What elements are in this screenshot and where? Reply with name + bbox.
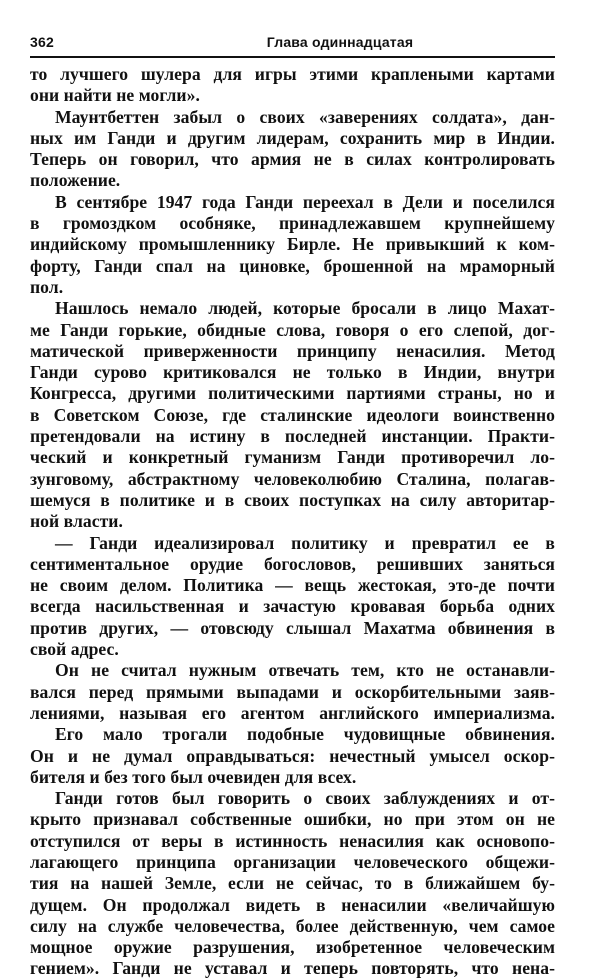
body-text — [30, 64, 555, 980]
text-line: свой адрес. — [30, 639, 119, 660]
text-line: отступился от веры в истинность ненасилия как основопо- — [30, 830, 555, 851]
text-line: не своим делом. Политика — вещь жестокая, это-де почти — [30, 575, 555, 596]
text-line: ных им Ганди и другим лидерам, сохранить мир в Индии. — [30, 127, 555, 148]
text-line: претендовали на истину в последней инстанции. Практи- — [30, 426, 555, 447]
text-line: пол. — [30, 276, 64, 297]
text-line: гением». Ганди не уставал и теперь повторять, что нена- — [30, 958, 555, 979]
text-line: Ганди сурово критиковался не только в Индии, внутри — [30, 362, 555, 383]
text-line: крыто признавал собственные ошибки, но при этом он не — [30, 809, 555, 830]
text-line: тия на нашей Земле, если не сейчас, то в ближайшем бу- — [30, 873, 555, 894]
text-line: зунговому, абстрактному человеколюбию Сталина, полагав- — [30, 468, 555, 489]
page-number: 362 — [30, 34, 54, 50]
text-line: то лучшего шулера для игры этими краплеными картами — [30, 64, 555, 84]
text-line: дущем. Он продолжал видеть в ненасилии «величайшую — [30, 894, 555, 915]
text-line: Теперь он говорил, что армия не в силах контролировать — [30, 149, 555, 170]
text-line: против других, — отовсюду слышал Махатма обвинения в — [30, 617, 555, 638]
text-line: ной власти. — [30, 511, 123, 532]
chapter-title: Глава одиннадцатая — [266, 34, 414, 50]
text-line: положение. — [30, 170, 121, 191]
text-line: Ганди готов был говорить о своих заблуждениях и от- — [55, 788, 555, 809]
text-line: Нашлось немало людей, которые бросали в лицо Махат- — [55, 298, 555, 319]
text-line: Он не считал нужным отвечать тем, кто не останавли- — [55, 660, 555, 681]
text-line: ме Ганди горькие, обидные слова, говоря о его слепой, дог- — [30, 319, 555, 340]
text-line: в Советском Союзе, где сталинские идеологи воинственно — [30, 404, 555, 425]
text-line: форту, Ганди спал на циновке, брошенной на мраморный — [30, 255, 555, 276]
text-line: лагающего принципа организации человеческого общежи- — [30, 851, 555, 872]
text-line: Он и не думал оправдываться: нечестный умысел оскор- — [30, 745, 555, 766]
text-line: Маунтбеттен забыл о своих «заверениях солдата», дан- — [55, 106, 555, 127]
text-line: всегда насильственная и зачастую кровавая борьба одних — [30, 596, 555, 617]
text-line: — Ганди идеализировал политику и превратил ее в — [55, 532, 555, 553]
text-line: в громоздком особняке, принадлежавшем крупнейшему — [30, 213, 555, 234]
text-line: сентиментальное орудие богословов, решивших заняться — [30, 553, 555, 574]
text-line: вался перед прямыми выпадами и оскорбительными заяв- — [30, 681, 555, 702]
text-line: Конгресса, другими политическими партиями страны, но и — [30, 383, 555, 404]
text-line: ческий и конкретный гуманизм Ганди противоречил ло- — [30, 447, 555, 468]
text-line: силу на службе человечества, более действенную, чем самое — [30, 915, 555, 936]
text-line: индийскому промышленнику Бирле. Не привыкший к ком- — [30, 234, 555, 255]
text-line: бителя и без того был очевиден для всех. — [30, 766, 357, 787]
text-line: В сентябре 1947 года Ганди переехал в Дели и поселился — [55, 191, 555, 212]
text-line: лениями, называя его агентом английского империализма. — [30, 702, 555, 723]
text-line: они найти не могли». — [30, 85, 200, 106]
text-line: мощное оружие разрушения, изобретенное человеческим — [30, 937, 555, 958]
text-line: Его мало трогали подобные чудовищные обвинения. — [55, 724, 555, 745]
text-line: шемуся в политике и в своих поступках на силу авторитар- — [30, 489, 555, 510]
running-header — [30, 32, 555, 58]
text-line: матической приверженности принципу ненасилия. Метод — [30, 340, 555, 361]
